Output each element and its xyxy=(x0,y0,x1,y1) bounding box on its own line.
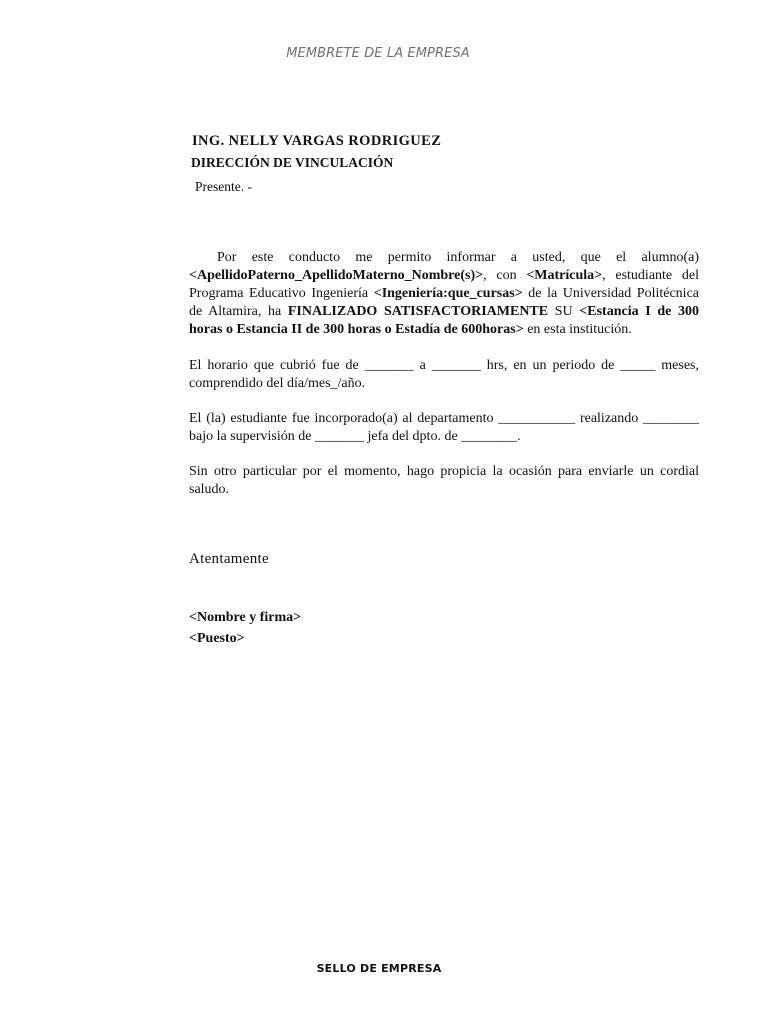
signature-block xyxy=(189,607,301,649)
stay-placeholder: <Estancia I de 300 horas o Estancia II de 300 horas o Estadía de 600horas> xyxy=(189,304,699,337)
closing-text: Atentamente xyxy=(189,551,269,567)
ending-text: en esta institución. xyxy=(523,322,632,337)
paragraph-schedule: El horario que cubrió fue de _______ a _______ hrs, en un periodo de _____ meses, comprendido del día/mes_/año. xyxy=(189,358,699,391)
paragraph-farewell: Sin otro particular por el momento, hago propicia la ocasión para enviarle un cordial saludo. xyxy=(189,464,699,497)
intro-text: Por este conducto me permito informar a usted, que el alumno(a) xyxy=(217,250,699,265)
signature-position-placeholder: <Puesto> xyxy=(189,631,245,646)
addressee-department: DIRECCIÓN DE VINCULACIÓN xyxy=(191,155,394,170)
addressee-name: ING. NELLY VARGAS RODRIGUEZ xyxy=(192,133,442,149)
program-text: , estudiante del Programa Educativo Ingeniería xyxy=(189,268,699,301)
paragraph-department: El (la) estudiante fue incorporado(a) al departamento ___________ realizando ________ bajo la supervisión de _______ jefa del dpto. de ________. xyxy=(189,411,699,444)
greeting: Presente. - xyxy=(195,179,252,194)
signature-name-placeholder: <Nombre y firma> xyxy=(189,610,302,625)
addressee-block xyxy=(190,133,710,195)
matricula-placeholder: <Matrícula> xyxy=(526,268,603,283)
student-name-placeholder: <ApellidoPaterno_ApellidoMaterno_Nombre(s)> xyxy=(189,268,484,283)
letter-body xyxy=(189,249,699,499)
university-text: de la Universidad Politécnica de Altamira, ha xyxy=(189,286,699,319)
company-stamp-label: SELLO DE EMPRESA xyxy=(316,962,442,975)
con-text: , con xyxy=(483,268,527,283)
status-text: FINALIZADO SATISFACTORIAMENTE xyxy=(287,304,549,319)
engineering-placeholder: <Ingeniería:que_cursas> xyxy=(373,286,523,301)
su-text: SU xyxy=(548,304,580,319)
paragraph-intro xyxy=(189,249,699,339)
letterhead: MEMBRETE DE LA EMPRESA xyxy=(286,46,470,61)
